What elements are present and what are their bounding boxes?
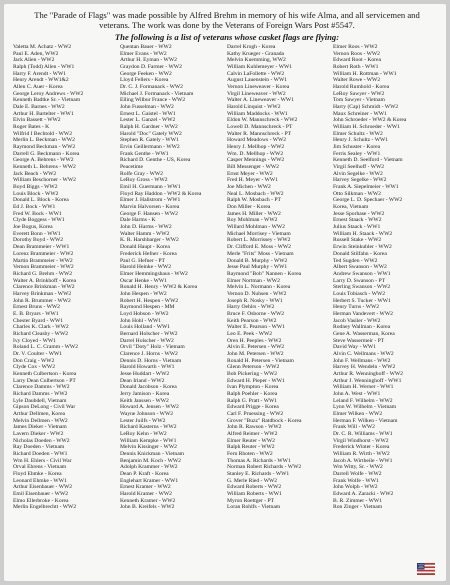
veteran-entry: Harvey Segelke - WW2	[333, 177, 387, 184]
veteran-entry: Rolfe Gray - WW2	[120, 170, 163, 177]
veteran-entry: Ralph H. Gardner - WW2	[120, 124, 178, 131]
veteran-entry: Donald Stilfahn - Korea	[333, 250, 387, 257]
veteran-entry: Vernon Lineweaver - Korea	[227, 84, 290, 91]
veteran-entry: Walter A. Lineweaver - WW1	[227, 97, 295, 104]
veteran-entry: Henry Arendt - WW1&2	[13, 77, 69, 84]
veteran-entry: Merlin Engelbrechtt - WW2	[13, 504, 77, 511]
veteran-entry: Fred H. Meyer - WW1	[227, 177, 279, 184]
veteran-entry: Raymond "Bob" Nannen - Korea	[227, 270, 302, 277]
veteran-entry: Maux Schreiner - WW1	[333, 110, 387, 117]
veteran-entry: Harry (Cap) Schmidt - WW2	[333, 104, 399, 111]
veteran-entry: Don Miller - Korea	[227, 204, 271, 211]
veteran-entry: Grover "Buzz" Ratdbock - Korea	[227, 417, 302, 424]
veteran-entry: Larry D. Swanson - PT	[333, 277, 386, 284]
veteran-entry: Walter Hamm - WW2	[120, 230, 170, 237]
veteran-entry: Joe Michen - WW2	[227, 184, 271, 191]
veteran-entry: Jesse Sporhase - WW2	[333, 210, 385, 217]
veteran-entry: Dennis D. Horns - Vietnam	[120, 357, 182, 364]
veteran-entry: Frederick Hefner - Korea	[120, 250, 177, 257]
veteran-entry: Dale E. Barnes - WW2	[13, 104, 65, 111]
veteran-entry: Louis Block - WW2	[13, 190, 59, 197]
veteran-entry: Alvin Segelke - WW2	[333, 170, 383, 177]
veteran-entry: Otto Silkman - WW2	[333, 190, 381, 197]
veteran-entry: Julius Staack - WW1	[333, 224, 381, 231]
veteran-entry: Howard Meadows - WW2	[227, 137, 287, 144]
veteran-entry: Lester L. Ganzel - WW2	[120, 117, 176, 124]
veteran-entry: John Hespen - WW2	[120, 290, 167, 297]
veteran-entry: Raymond Beckman - WW2	[13, 144, 76, 151]
veteran-entry: August Lauenstein - WW1	[227, 77, 288, 84]
veteran-entry: Clarence J. Horns - WW2	[120, 350, 178, 357]
veteran-entry: Dale Harms - K	[120, 217, 156, 224]
veteran-entry: Dean P. Kraft - Korea	[120, 471, 169, 477]
veteran-entry: William H. Staack - WW2	[333, 230, 393, 237]
veteran-entry: Kathy Krueger - Granada	[227, 50, 284, 57]
veteran-entry: Robert L. Morrissey - WW2	[227, 237, 291, 244]
veteran-entry: Vernon Roos - WW2	[333, 50, 380, 57]
veteran-entry: Martin Brammeier - WW2	[13, 257, 73, 264]
veteran-entry: Dennis Knickman - Vietnam	[120, 450, 185, 457]
veteran-column-4	[333, 44, 437, 511]
veteran-entry: Elmer Schultz - WW2	[333, 130, 383, 137]
veteran-entry: Kenneth Culbertson - Korea	[13, 370, 77, 377]
veteran-entry: Bruce F. Osborne - WW2	[227, 310, 285, 317]
veteran-entry: William Beschorner - WW2	[13, 177, 76, 184]
veteran-entry: Louis Holland - WW1	[120, 324, 171, 331]
veteran-entry: John R. Brummer - WW2	[13, 297, 71, 304]
veteran-entry: Peacetime	[120, 164, 143, 171]
veteran-entry: Donald Haupt - Korea	[120, 244, 170, 251]
veteran-entry: Henry J. Schultz - WW1	[333, 137, 389, 144]
veteran-entry: Walter Rowe - WW2	[333, 77, 381, 84]
veteran-entry: John B. Kreifels - WW2	[120, 504, 175, 511]
veteran-entry: Harold "Doc" Gately WW2	[120, 130, 182, 137]
veteran-entry: Ray Doeden - Vietnam	[13, 444, 65, 451]
veteran-entry: John Fusselman - WW2	[120, 104, 174, 111]
veteran-entry: Elvin Bassett - WW2	[13, 117, 61, 124]
veteran-entry: George Leroy Andrews - WW2	[13, 90, 84, 97]
veteran-entry: Edward A. Zaracki - WW2	[333, 491, 394, 498]
veteran-entry: Harvey H. Wendeln - WW2	[333, 364, 396, 371]
veteran-entry: Englehart Kramer - WW1	[120, 477, 179, 484]
veteran-entry: Ronald H. Henry - WW2 & Korea	[120, 284, 198, 291]
veteran-entry: John D. Harms - WW2	[120, 224, 172, 231]
us-flag-icon	[417, 563, 435, 575]
veteran-entry: Dr. C. R. Williams - WW1	[333, 430, 393, 437]
veteran-entry: Albert Swanson - WW2	[333, 264, 387, 271]
veteran-entry: George A. Behrens - WW2	[13, 157, 74, 164]
veteran-entry: Ernest Bruns - WW2	[13, 304, 60, 311]
veteran-entry: Tom Sawyer - Vietnam	[333, 97, 385, 104]
veteran-entry: Emil Eisenbauer - WW2	[13, 491, 69, 498]
veteran-entry: Leo E. Peek - WW2	[227, 330, 273, 337]
veteran-entry: Wayne Johnson - WW2	[120, 410, 174, 417]
veteran-entry: Herbert S. Tucker - WW1	[333, 297, 391, 304]
veteran-entry: Frederick Winter - Korea	[333, 444, 390, 451]
veteran-entry: Ivy Cloyed - WW1	[13, 337, 56, 344]
veteran-entry: Dr. V. Coulter - WW1	[13, 350, 63, 357]
veteran-entry: Loran Rohlfs - Vietnam	[227, 504, 281, 511]
veteran-entry: Lavern Dieker - WW2	[13, 430, 64, 437]
veteran-entry: Donald Jacobson - Korea	[120, 384, 177, 391]
document-page	[4, 4, 446, 581]
veteran-entry: Howard A. Jensen - WW2	[120, 404, 179, 411]
veteran-entry: Keith Janssen - WW2	[120, 397, 169, 404]
veteran-entry: Frank Will - WW2	[333, 424, 375, 431]
veteran-entry: Lyle Daubdell, Vietnam	[13, 397, 67, 404]
veteran-entry: Richard G. Brehm - WW2	[13, 270, 73, 277]
veteran-entry: Roger Bates - K	[13, 124, 50, 131]
veteran-entry: Larry Dean Culbertson - PT	[13, 377, 76, 384]
veteran-entry: Oscar Henke - WW1	[120, 277, 167, 284]
veteran-entry: Korea, Vietnam	[333, 204, 369, 211]
veteran-entry: Elmer Reuter - WW2	[227, 437, 275, 444]
veteran-entry: Leonard Ehmke - WW1	[13, 477, 67, 484]
veteran-entry: Wm Witty, Sr. - WW2	[333, 464, 383, 471]
veteran-entry: Herman Vandevert - WW2	[333, 310, 393, 317]
veteran-entry: Kenneth Badtke Sr. - Vietnam	[13, 97, 81, 104]
veteran-entry: Dr. C. J. Formanack - WW2	[120, 84, 183, 91]
veteran-entry: Elmo Ellerbroke - Korea	[13, 497, 69, 504]
veteran-entry: Ernest L. Gaistel - WW1	[120, 110, 176, 117]
veteran-entry: Dean Irland - WW2	[120, 377, 165, 384]
veteran-entry: Ronald H. Petersen - Vietnam	[227, 357, 294, 364]
veteran-entry: Michael Morrisey - Vietnam	[227, 230, 291, 237]
veteran-entry: Darrell G. Beckmann - Korea	[13, 150, 80, 157]
veteran-entry: Jesse Huddart - WW2	[120, 370, 170, 377]
veteran-entry: Elmer Nortman - WW2	[227, 277, 280, 284]
veteran-entry: Harold Kramer - WW2	[120, 491, 172, 498]
veteran-entry: Harold Heinke - WW2	[120, 264, 171, 271]
veteran-entry: Russell Stake - WW2	[333, 237, 382, 244]
veteran-entry: Boyd Biggs - WW2	[13, 184, 58, 191]
veteran-entry: Roland L. C. Cramm - WW2	[13, 344, 78, 351]
veteran-entry: Graydon D. Farmer - WW2	[120, 64, 182, 71]
veteran-entry: Raymond Hespen - MM	[120, 304, 175, 311]
veteran-entry: Allen C. Auer - Korea	[13, 84, 63, 91]
veteran-entry: Louis Tobiasch - WW2	[333, 290, 386, 297]
veteran-entry: Arthur R. Wenninghoff - WW2	[333, 370, 403, 377]
veteran-entry: Lorenz Brammeier - WW2	[13, 250, 74, 257]
veteran-entry: Dorothy Boyd - WW2	[13, 237, 64, 244]
veteran-entry: Myron Roettger - PT	[227, 497, 275, 504]
veteran-entry: Gene A. Wasserman, Korea	[333, 330, 395, 337]
veteran-entry: Melvin Kuemming, WW2	[227, 57, 286, 64]
veteran-entry: John R. Rawson - WW2	[227, 424, 282, 431]
veteran-entry: Everett Bonn - WW1	[13, 230, 61, 237]
veteran-entry: Virgil Seelhoff - WW2	[333, 164, 385, 171]
veteran-entry: Steve Wassermeir - PT	[333, 337, 385, 344]
veteran-entry: Wm. D. Mellhop - WW2	[227, 150, 284, 157]
veteran-entry: Ralph Reuter - WW2	[227, 444, 275, 451]
veteran-entry: Arthur H. Bartelter - WW1	[13, 110, 74, 117]
list-subheading: The following is a list of veterans whose casket flags are flying:	[114, 32, 340, 42]
veteran-entry: Clyde Boggess - WW1	[13, 217, 65, 224]
veteran-entry: Neal L. Mosbach - WW2	[227, 190, 284, 197]
veteran-entry: Merlin L. Beckman - WW2	[13, 137, 75, 144]
veteran-entry: William Maddocks - WW1	[227, 110, 288, 117]
veteran-entry: Ernest Kramer - WW2	[120, 484, 171, 491]
veteran-entry: Frank Genthe - WW1	[120, 150, 169, 157]
veteran-entry: Henry J. Mellhop - WW2	[227, 144, 285, 151]
veteran-entry: Arthur Eisenbauer - WW2	[13, 484, 73, 491]
veteran-entry: Orval Ehrens - Vietnam	[13, 464, 67, 471]
veteran-entry: Clarence Damms - WW2	[13, 384, 70, 391]
veteran-entry: Robert Roth - WW1	[333, 64, 379, 71]
veteran-entry: Keith Pearson - WW2	[227, 317, 277, 324]
veteran-entry: John Wolph - WW2	[333, 484, 378, 491]
veteran-entry: Ervin Geillermann - WW2	[120, 144, 180, 151]
veteran-entry: Vernon Brammeier - WW2	[13, 264, 74, 271]
veteran-entry: Edward H. Pieper - WW1	[227, 377, 285, 384]
veteran-entry: Ron Zinger - Vietnam	[333, 504, 383, 511]
veteran-entry: K. R. Harshbarger - WW2	[120, 237, 179, 244]
veteran-entry: Clarence Brinkman - WW2	[13, 284, 75, 291]
veteran-entry: Jim Schuster - Korea	[333, 144, 381, 151]
veteran-entry: Walter A. Brinkhoff - Korea	[13, 277, 76, 284]
veteran-entry: Ferris Sealey - WW1	[333, 150, 381, 157]
veteran-entry: James Dieker - Vietnam	[13, 424, 67, 431]
veteran-entry: Ralph W. Mosbach - PT	[227, 197, 281, 204]
veteran-column-2	[120, 44, 224, 511]
veteran-entry: Ernst Meyer - WW2	[227, 170, 273, 177]
veteran-entry: Willard Mohlman - WW2	[227, 224, 285, 231]
veteran-entry: Ted Sugden - WW2	[333, 257, 378, 264]
veteran-entry: Ralph G. Pratt - WW1	[227, 397, 278, 404]
veteran-entry: John M. Petersen - WW2	[227, 350, 284, 357]
veteran-entry: Lester Juilfs - WW2	[120, 417, 166, 424]
veteran-entry: John Hohl - WW1	[120, 317, 162, 324]
veteran-entry: Floyd Ray Haddon - WW2 & Korea	[120, 190, 202, 197]
veteran-entry: Emil H. Guermann - WW1	[120, 184, 181, 191]
veteran-entry: Vernon D. Nuhsen - WW2	[227, 290, 287, 297]
veteran-entry: Frank A. Siepelmeier - WW1	[333, 184, 399, 191]
veteran-entry: Chester Byard - WW1	[13, 317, 64, 324]
veteran-entry: Richard Cleasby - WW2	[13, 330, 69, 337]
veteran-entry: Frank Wolfe - WW1	[333, 477, 379, 484]
veteran-entry: Virgil Lineweaver - WW2	[227, 90, 286, 97]
veteran-entry: William Kempke - WW1	[120, 437, 177, 444]
veteran-entry: Robert H. Hespen - WW2	[120, 297, 179, 304]
veteran-entry: Clyde Cox - WW2	[13, 364, 55, 371]
veteran-entry: Paul E. Aden, WW2	[13, 50, 59, 57]
veteran-entry: William H. Werner - WW1	[333, 384, 394, 391]
veteran-entry: Wm H. Ehlers - Civil War	[13, 457, 72, 464]
veteran-entry: Fred W. Bock - WW1	[13, 210, 62, 217]
veteran-entry: Charles K. Clark - WW2	[13, 324, 69, 331]
veteran-entry: Edward Root - Korea	[333, 57, 381, 64]
veteran-entry: Joe Bogus, Korea	[13, 224, 53, 231]
veteran-entry: LeRoy Sawyer - WW2	[333, 90, 385, 97]
veteran-entry: Casper Mennings - WW2	[227, 157, 285, 164]
veteran-entry: Elmer Wilken - WW2	[333, 410, 383, 417]
veteran-entry: Gipson DeLong - Civil War	[13, 404, 76, 411]
veteran-entry: Ernest Staack - WW2	[333, 217, 382, 224]
veteran-entry: Harry Oehlrs - WW2	[227, 304, 275, 311]
veteran-entry: Harold Rumhold - Korea	[333, 84, 390, 91]
veteran-entry: Virgil Windhorst - WW2	[333, 437, 389, 444]
veteran-entry: Lowell D. Mannschreck - PT	[227, 124, 293, 131]
veteran-column-3	[227, 44, 331, 511]
veteran-entry: William R. Wirth - WW2	[333, 450, 390, 457]
veteran-entry: Jack Beach - WW2	[13, 170, 57, 177]
veteran-entry: William H. Rottman - WW1	[333, 70, 397, 77]
veteran-entry: George F. Hansen - WW2	[120, 210, 178, 217]
veteran-entry: Orvil "Doty" Holz - Vietnam	[120, 344, 185, 351]
veteran-entry: Herman F. Wilken - Vietnam	[333, 417, 398, 424]
veteran-entry: Ralph (Todd) Allen - WW1	[13, 64, 75, 71]
veteran-entry: Alfred Reimer - WW2	[227, 430, 278, 437]
veteran-entry: William Roberts - WW1	[227, 491, 282, 498]
veteran-entry: William H. Schroeder - WW1	[333, 124, 400, 131]
veteran-entry: Harold Howarth - WW1	[120, 364, 175, 371]
veteran-entry: Richard Doeden - WW1	[13, 450, 68, 457]
veteran-entry: Richard D. Genthe - US, Korea	[120, 157, 191, 164]
veteran-entry: B. R. Zimmer - WW1	[333, 497, 382, 504]
veteran-entry: Michael J. Formanack - Vietnam	[120, 90, 194, 97]
veteran-entry: Paul G. Hefner - PT	[120, 257, 165, 264]
veteran-entry: Alvin C. Wellmans - WW2	[333, 350, 394, 357]
veteran-entry: Stephen R. Gately - WW1	[120, 137, 179, 144]
veteran-entry: Elmer J. Hallstrom - WW1	[120, 197, 181, 204]
veteran-entry: Merle "Frits" Moss - Vietnam	[227, 250, 294, 257]
veteran-entry: Andrew Swanson - WW1	[333, 270, 391, 277]
veteran-entry: Erwin Steinkuhler - WW2	[333, 244, 392, 251]
veteran-entry: Edward Prigge - Korea	[227, 404, 279, 411]
veteran-entry: Darrel Krogh - Korea	[227, 44, 276, 50]
veteran-entry: Thomas A. Richards - WW1	[227, 457, 291, 464]
veteran-entry: E. B. Bryars - WW1	[13, 310, 59, 317]
veteran-columns	[13, 44, 441, 574]
veteran-entry: Jack Alien - WW2	[13, 57, 55, 64]
veteran-entry: Kenneth D. Seelford - Vietnam	[333, 157, 403, 164]
veteran-entry: Richard Damms - WW2	[13, 390, 68, 397]
veteran-entry: Wilfrid I Bechtold - WW2	[13, 130, 73, 137]
intro-paragraph: The "Parade of Flags" was made possible by Alfred Brehm in memory of his wife Alma, and all servicemen and veterans. The work was done by the Veterans of Foreign Wars Post #5547.	[34, 10, 420, 31]
veteran-entry: G. Merle Ried - WW2	[227, 477, 278, 484]
veteran-entry: Calvin LaFollette - WW2	[227, 70, 285, 77]
veteran-entry: Lloyd Fellers - Korea	[120, 77, 169, 84]
veteran-entry: Joseph R. Nosky - WW1	[227, 297, 283, 304]
veteran-entry: Melvin Kissinger - WW2	[120, 444, 177, 451]
veteran-entry: Glenn Peterson - WW2	[227, 364, 280, 371]
veteran-entry: Edward Roberts - WW2	[227, 484, 282, 491]
veteran-entry: George Feeken - WW2	[120, 70, 172, 77]
veteran-entry: John Schroeder - WW2 & Korea	[333, 117, 407, 124]
veteran-entry: David Way - WW1	[333, 344, 376, 351]
veteran-entry: John F. Wellmans - WW2	[333, 357, 391, 364]
veteran-entry: Melvin L. Normann - Korea	[227, 284, 291, 291]
veteran-entry: Ed J. Bock - WW1	[13, 204, 56, 211]
veteran-entry: Oren H. Peeples - WW2	[227, 337, 282, 344]
veteran-entry: Elling Wilbur France - WW2	[120, 97, 186, 104]
veteran-entry: George L. D. Spechaer - WW2	[333, 197, 403, 204]
veteran-entry: Richard Kasterns - WW2	[120, 424, 177, 431]
veteran-entry: Ralph Poehler - Korea	[227, 390, 278, 397]
veteran-entry: Leland F. Wilhelm - WW2	[333, 397, 393, 404]
veteran-entry: John A. West - WW1	[333, 390, 381, 397]
veteran-entry: Darrel Holscher - WW2	[120, 337, 174, 344]
veteran-entry: LeRoy Gross - WW2	[120, 177, 168, 184]
veteran-entry: Bernard Holscher - WW2	[120, 330, 178, 337]
veteran-entry: Marvin Halvorsen - Korea	[120, 204, 180, 211]
veteran-entry: Dr. Clifford E. Moss - WW2	[227, 244, 291, 251]
veteran-entry: Bob Pickering - WW2	[227, 370, 278, 377]
veteran-entry: Walter E. Pearson - WW1	[227, 324, 286, 331]
veteran-entry: Donald L. Block - Korea	[13, 197, 69, 204]
veteran-entry: Alvin E. Petersen - WW2	[227, 344, 285, 351]
veteran-entry: Kenneth L. Behrens - WW2	[13, 164, 76, 171]
veteran-entry: Jacob Vasiler - WW2	[333, 317, 381, 324]
veteran-entry: Sterling Swanson - WW2	[333, 284, 391, 291]
veteran-entry: Stanley E. Richards - WW1	[227, 471, 290, 477]
veteran-entry: LeRoy Kehn - WW2	[120, 430, 167, 437]
veteran-entry: Don Craig - WW2	[13, 357, 55, 364]
veteran-entry: Harry F. Arendt - WW1	[13, 70, 67, 77]
veteran-entry: Darrell Wolfe - WW2	[333, 471, 382, 477]
veteran-entry: Bill Messenger - WW2	[227, 164, 279, 171]
veteran-entry: Arthur Dellmen, Korea	[13, 410, 66, 417]
veteran-entry: Harvey Brinkman - WW2	[13, 290, 72, 297]
veteran-entry: Carl F. Pruessing - WW2	[227, 410, 284, 417]
veteran-entry: Valetta M. Achatz - WW2	[13, 44, 72, 50]
veteran-entry: Elmer Evans - WW2	[120, 50, 167, 57]
veteran-entry: Melvin Dellmen - WW2	[13, 417, 68, 424]
veteran-entry: Harold Linquist - WW2	[227, 104, 281, 111]
veteran-entry: Ivan Plympton - Korea	[227, 384, 279, 391]
veteran-entry: Norman Robert Richards - WW2	[227, 464, 302, 471]
veteran-entry: Quentan Bauer - WW2	[120, 44, 172, 50]
veteran-entry: Elmer Hemmingshaus - WW2	[120, 270, 188, 277]
veteran-entry: Fern Rhoten - WW2	[227, 450, 273, 457]
veteran-entry: Adolph Krammer - WW2	[120, 464, 178, 471]
veteran-entry: Roy Mohlman - WW2	[227, 217, 278, 224]
veteran-entry: Jesse Paul Murphy - WW1	[227, 264, 288, 271]
veteran-entry: Eldon W. Mannschreck - WW2	[227, 117, 298, 124]
veteran-entry: Nicholas Doeden - WW2	[13, 437, 70, 444]
veteran-entry: Jerry Jamison - Korea	[120, 390, 170, 397]
veteran-entry: Benjamin M. Koch - WW2	[120, 457, 181, 464]
veteran-entry: William Kuhlemeyer - WW1	[227, 64, 293, 71]
veteran-entry: Arthur J. Wenninghoff - WW1	[333, 377, 402, 384]
veteran-entry: Arthur H. Eyman - WW2	[120, 57, 177, 64]
veteran-entry: Jacob A. Wirtheile - WW1	[333, 457, 393, 464]
veteran-entry: Loyd Hobson - WW2	[120, 310, 169, 317]
veteran-entry: Dean Brammeier - WW1	[13, 244, 70, 251]
veteran-entry: Floyd Ehmke - Korea	[13, 471, 62, 477]
veteran-column-1	[13, 44, 117, 511]
veteran-entry: Elmer Roos - WW2	[333, 44, 378, 50]
veteran-entry: Henry Turns - WW2	[333, 304, 380, 311]
veteran-entry: Rodney Wallman - Korea	[333, 324, 391, 331]
veteran-entry: Lynn W. Wilhelm - Vietnam	[333, 404, 397, 411]
veteran-entry: Walter R. Mannschreck - PT	[227, 130, 292, 137]
veteran-entry: Donald B. Murphy - WW2	[227, 257, 288, 264]
veteran-entry: James H. Miller - WW2	[227, 210, 281, 217]
veteran-entry: Kenneth Kramer - WW2	[120, 497, 176, 504]
